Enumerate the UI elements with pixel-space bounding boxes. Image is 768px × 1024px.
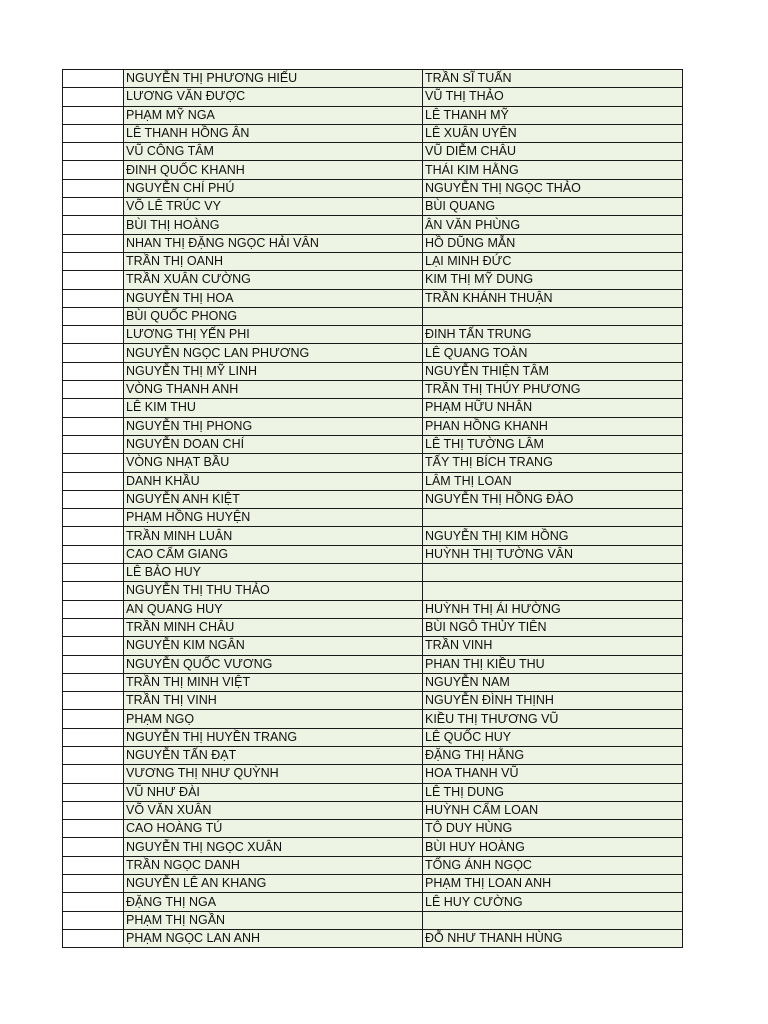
row-index-cell[interactable] bbox=[63, 381, 124, 399]
name-cell-right[interactable]: LÊ QUỐC HUY bbox=[423, 728, 683, 746]
name-cell-right[interactable]: KIỀU THỊ THƯƠNG VŨ bbox=[423, 710, 683, 728]
name-cell-right[interactable]: PHAN HỒNG KHANH bbox=[423, 417, 683, 435]
name-cell-left[interactable]: TRẦN THỊ MINH VIỆT bbox=[124, 673, 423, 691]
row-index-cell[interactable] bbox=[63, 307, 124, 325]
table-row bbox=[63, 655, 683, 673]
row-index-cell[interactable] bbox=[63, 216, 124, 234]
table-row bbox=[63, 454, 683, 472]
row-index-cell[interactable] bbox=[63, 746, 124, 764]
table-row bbox=[63, 600, 683, 618]
row-index-cell[interactable] bbox=[63, 399, 124, 417]
row-index-cell[interactable] bbox=[63, 801, 124, 819]
name-cell-right[interactable]: PHAN THỊ KIỀU THU bbox=[423, 655, 683, 673]
name-cell-left[interactable]: VÕ LÊ TRÚC VY bbox=[124, 198, 423, 216]
row-index-cell[interactable] bbox=[63, 198, 124, 216]
row-index-cell[interactable] bbox=[63, 88, 124, 106]
table-row bbox=[63, 893, 683, 911]
name-cell-left[interactable]: DANH KHẦU bbox=[124, 472, 423, 490]
name-cell-right[interactable]: VŨ THỊ THẢO bbox=[423, 88, 683, 106]
table-row bbox=[63, 728, 683, 746]
name-cell-left[interactable]: ĐINH QUỐC KHANH bbox=[124, 161, 423, 179]
name-cell-right[interactable]: PHẠM THỊ LOAN ANH bbox=[423, 875, 683, 893]
row-index-cell[interactable] bbox=[63, 783, 124, 801]
row-index-cell[interactable] bbox=[63, 637, 124, 655]
name-cell-left[interactable]: NHAN THỊ ĐẶNG NGỌC HẢI VÂN bbox=[124, 234, 423, 252]
name-cell-right[interactable]: BÙI NGÔ THỦY TIÊN bbox=[423, 618, 683, 636]
name-cell-left[interactable]: TRẦN MINH CHÂU bbox=[124, 618, 423, 636]
row-index-cell[interactable] bbox=[63, 362, 124, 380]
name-cell-left[interactable]: NGUYỄN THỊ THU THẢO bbox=[124, 582, 423, 600]
name-cell-left[interactable]: TRẦN NGỌC DANH bbox=[124, 856, 423, 874]
table-row bbox=[63, 820, 683, 838]
table-row bbox=[63, 929, 683, 947]
name-cell-right[interactable]: BÙI QUANG bbox=[423, 198, 683, 216]
table-row bbox=[63, 618, 683, 636]
row-index-cell[interactable] bbox=[63, 618, 124, 636]
table-row bbox=[63, 673, 683, 691]
name-cell-right[interactable]: PHẠM HỮU NHÂN bbox=[423, 399, 683, 417]
row-index-cell[interactable] bbox=[63, 289, 124, 307]
name-cell-left[interactable]: NGUYỄN THỊ MỸ LINH bbox=[124, 362, 423, 380]
row-index-cell[interactable] bbox=[63, 600, 124, 618]
table-row bbox=[63, 88, 683, 106]
name-cell-right[interactable]: LÊ QUANG TOÀN bbox=[423, 344, 683, 362]
name-cell-left[interactable]: CAO CẨM GIANG bbox=[124, 545, 423, 563]
name-cell-left[interactable]: TRẦN XUÂN CƯỜNG bbox=[124, 271, 423, 289]
name-cell-right[interactable]: HUỲNH CẨM LOAN bbox=[423, 801, 683, 819]
name-cell-left[interactable]: LÊ BẢO HUY bbox=[124, 564, 423, 582]
row-index-cell[interactable] bbox=[63, 454, 124, 472]
row-index-cell[interactable] bbox=[63, 435, 124, 453]
row-index-cell[interactable] bbox=[63, 655, 124, 673]
row-index-cell[interactable] bbox=[63, 673, 124, 691]
table-row bbox=[63, 875, 683, 893]
name-cell-left[interactable]: TRẦN THỊ VINH bbox=[124, 692, 423, 710]
name-cell-left[interactable]: TRẦN MINH LUÂN bbox=[124, 527, 423, 545]
name-cell-right[interactable]: NGUYỄN THIỆN TÂM bbox=[423, 362, 683, 380]
row-index-cell[interactable] bbox=[63, 252, 124, 270]
name-cell-left[interactable]: NGUYỄN ANH KIỆT bbox=[124, 490, 423, 508]
name-cell-right[interactable]: ĐẶNG THỊ HẰNG bbox=[423, 746, 683, 764]
row-index-cell[interactable] bbox=[63, 838, 124, 856]
name-cell-left[interactable]: TRẦN THỊ OANH bbox=[124, 252, 423, 270]
name-cell-right[interactable]: LÊ THỊ DUNG bbox=[423, 783, 683, 801]
name-cell-left[interactable]: VÕ VĂN XUÂN bbox=[124, 801, 423, 819]
table-row bbox=[63, 582, 683, 600]
name-cell-left[interactable]: NGUYỄN LÊ AN KHANG bbox=[124, 875, 423, 893]
row-index-cell[interactable] bbox=[63, 234, 124, 252]
name-cell-right[interactable] bbox=[423, 307, 683, 325]
table-row bbox=[63, 637, 683, 655]
table-row bbox=[63, 106, 683, 124]
name-cell-left[interactable]: NGUYỄN DOAN CHÍ bbox=[124, 435, 423, 453]
table-row bbox=[63, 252, 683, 270]
name-cell-left[interactable]: PHẠM MỸ NGA bbox=[124, 106, 423, 124]
row-index-cell[interactable] bbox=[63, 728, 124, 746]
name-cell-right[interactable]: VŨ DIỄM CHÂU bbox=[423, 143, 683, 161]
row-index-cell[interactable] bbox=[63, 893, 124, 911]
name-cell-right[interactable]: TRẦN VINH bbox=[423, 637, 683, 655]
name-cell-right[interactable]: ÂN VĂN PHÙNG bbox=[423, 216, 683, 234]
row-index-cell[interactable] bbox=[63, 527, 124, 545]
table-row bbox=[63, 692, 683, 710]
name-cell-left[interactable]: NGUYỄN THỊ PHONG bbox=[124, 417, 423, 435]
name-cell-right[interactable]: NGUYỄN ĐÌNH THỊNH bbox=[423, 692, 683, 710]
table-row bbox=[63, 856, 683, 874]
name-cell-right[interactable]: TỐNG ÁNH NGỌC bbox=[423, 856, 683, 874]
table-row bbox=[63, 326, 683, 344]
name-cell-left[interactable]: LÊ THANH HỒNG ÂN bbox=[124, 124, 423, 142]
name-cell-right[interactable]: HUỲNH THỊ ÁI HƯỜNG bbox=[423, 600, 683, 618]
name-cell-right[interactable]: NGUYỄN THỊ HỒNG ĐÀO bbox=[423, 490, 683, 508]
name-cell-left[interactable]: NGUYỄN NGỌC LAN PHƯƠNG bbox=[124, 344, 423, 362]
name-cell-right[interactable]: ĐINH TẤN TRUNG bbox=[423, 326, 683, 344]
row-index-cell[interactable] bbox=[63, 765, 124, 783]
name-cell-left[interactable]: BÙI QUỐC PHONG bbox=[124, 307, 423, 325]
table-row bbox=[63, 564, 683, 582]
name-cell-left[interactable]: VŨ CÔNG TÂM bbox=[124, 143, 423, 161]
name-cell-left[interactable]: PHẠM NGỌ bbox=[124, 710, 423, 728]
table-row bbox=[63, 490, 683, 508]
row-index-cell[interactable] bbox=[63, 70, 124, 88]
name-cell-left[interactable]: LƯƠNG THỊ YẾN PHI bbox=[124, 326, 423, 344]
name-cell-left[interactable]: ĐẶNG THỊ NGA bbox=[124, 893, 423, 911]
name-cell-right[interactable]: LẠI MINH ĐỨC bbox=[423, 252, 683, 270]
name-cell-right[interactable] bbox=[423, 582, 683, 600]
name-cell-right[interactable] bbox=[423, 564, 683, 582]
table-row bbox=[63, 472, 683, 490]
name-cell-right[interactable]: TRẦN SĨ TUẤN bbox=[423, 70, 683, 88]
row-index-cell[interactable] bbox=[63, 161, 124, 179]
table-row bbox=[63, 509, 683, 527]
row-index-cell[interactable] bbox=[63, 820, 124, 838]
table-row bbox=[63, 746, 683, 764]
table-row bbox=[63, 307, 683, 325]
name-cell-right[interactable]: ĐỖ NHƯ THANH HÙNG bbox=[423, 929, 683, 947]
name-cell-left[interactable]: NGUYỄN QUỐC VƯƠNG bbox=[124, 655, 423, 673]
name-cell-right[interactable]: LÊ HUY CƯỜNG bbox=[423, 893, 683, 911]
name-cell-left[interactable]: VŨ NHƯ ĐÀI bbox=[124, 783, 423, 801]
row-index-cell[interactable] bbox=[63, 710, 124, 728]
name-cell-left[interactable]: VÒNG THANH ANH bbox=[124, 381, 423, 399]
name-cell-right[interactable] bbox=[423, 509, 683, 527]
table-row bbox=[63, 911, 683, 929]
name-cell-left[interactable]: PHẠM NGỌC LAN ANH bbox=[124, 929, 423, 947]
name-cell-left[interactable]: NGUYỄN THỊ HOA bbox=[124, 289, 423, 307]
row-index-cell[interactable] bbox=[63, 929, 124, 947]
table-row bbox=[63, 399, 683, 417]
row-index-cell[interactable] bbox=[63, 143, 124, 161]
name-cell-left[interactable]: NGUYỄN THỊ PHƯƠNG HIẾU bbox=[124, 70, 423, 88]
table-row bbox=[63, 179, 683, 197]
row-index-cell[interactable] bbox=[63, 326, 124, 344]
row-index-cell[interactable] bbox=[63, 911, 124, 929]
name-cell-right[interactable]: BÙI HUY HOÀNG bbox=[423, 838, 683, 856]
name-cell-left[interactable]: PHẠM THỊ NGẦN bbox=[124, 911, 423, 929]
name-cell-right[interactable]: NGUYỄN NAM bbox=[423, 673, 683, 691]
name-cell-left[interactable]: CAO HOÀNG TÚ bbox=[124, 820, 423, 838]
name-cell-left[interactable]: NGUYỄN THỊ HUYỀN TRANG bbox=[124, 728, 423, 746]
name-cell-right[interactable]: NGUYỄN THỊ NGỌC THẢO bbox=[423, 179, 683, 197]
table-row bbox=[63, 545, 683, 563]
table-row bbox=[63, 801, 683, 819]
name-cell-right[interactable] bbox=[423, 911, 683, 929]
row-index-cell[interactable] bbox=[63, 875, 124, 893]
table-row bbox=[63, 198, 683, 216]
name-table-body bbox=[63, 70, 683, 948]
table-row bbox=[63, 70, 683, 88]
table-row bbox=[63, 362, 683, 380]
table-row bbox=[63, 838, 683, 856]
name-cell-right[interactable]: LÊ THỊ TƯỜNG LÂM bbox=[423, 435, 683, 453]
table-row bbox=[63, 289, 683, 307]
table-row bbox=[63, 234, 683, 252]
name-cell-right[interactable]: LÊ THANH MỸ bbox=[423, 106, 683, 124]
name-table bbox=[62, 69, 683, 948]
table-row bbox=[63, 710, 683, 728]
row-index-cell[interactable] bbox=[63, 417, 124, 435]
name-cell-left[interactable]: VƯƠNG THỊ NHƯ QUỲNH bbox=[124, 765, 423, 783]
name-cell-left[interactable]: NGUYỄN CHÍ PHÚ bbox=[124, 179, 423, 197]
name-cell-right[interactable]: HUỲNH THỊ TƯỜNG VÂN bbox=[423, 545, 683, 563]
name-cell-right[interactable]: TÔ DUY HÙNG bbox=[423, 820, 683, 838]
table-row bbox=[63, 527, 683, 545]
row-index-cell[interactable] bbox=[63, 490, 124, 508]
name-cell-left[interactable]: AN QUANG HUY bbox=[124, 600, 423, 618]
row-index-cell[interactable] bbox=[63, 106, 124, 124]
name-cell-right[interactable]: KIM THỊ MỸ DUNG bbox=[423, 271, 683, 289]
row-index-cell[interactable] bbox=[63, 472, 124, 490]
name-cell-right[interactable]: NGUYỄN THỊ KIM HỒNG bbox=[423, 527, 683, 545]
name-cell-right[interactable]: THÁI KIM HẰNG bbox=[423, 161, 683, 179]
row-index-cell[interactable] bbox=[63, 179, 124, 197]
name-cell-right[interactable]: LÂM THỊ LOAN bbox=[423, 472, 683, 490]
table-row bbox=[63, 216, 683, 234]
table-row bbox=[63, 417, 683, 435]
table-row bbox=[63, 765, 683, 783]
row-index-cell[interactable] bbox=[63, 856, 124, 874]
name-cell-right[interactable]: HỒ DŨNG MẪN bbox=[423, 234, 683, 252]
name-cell-left[interactable]: NGUYỄN KIM NGÂN bbox=[124, 637, 423, 655]
name-cell-right[interactable]: HOA THANH VŨ bbox=[423, 765, 683, 783]
row-index-cell[interactable] bbox=[63, 582, 124, 600]
table-row bbox=[63, 161, 683, 179]
row-index-cell[interactable] bbox=[63, 509, 124, 527]
name-cell-left[interactable]: PHẠM HỒNG HUYỆN bbox=[124, 509, 423, 527]
table-row bbox=[63, 435, 683, 453]
table-row bbox=[63, 271, 683, 289]
name-cell-right[interactable]: TRẦN THỊ THÚY PHƯƠNG bbox=[423, 381, 683, 399]
name-cell-right[interactable]: TRẦN KHÁNH THUẬN bbox=[423, 289, 683, 307]
name-cell-left[interactable]: VÒNG NHẠT BẦU bbox=[124, 454, 423, 472]
name-cell-right[interactable]: LÊ XUÂN UYÊN bbox=[423, 124, 683, 142]
table-row bbox=[63, 124, 683, 142]
table-row bbox=[63, 344, 683, 362]
row-index-cell[interactable] bbox=[63, 545, 124, 563]
row-index-cell[interactable] bbox=[63, 564, 124, 582]
name-cell-left[interactable]: NGUYỄN THỊ NGỌC XUÂN bbox=[124, 838, 423, 856]
row-index-cell[interactable] bbox=[63, 271, 124, 289]
name-cell-left[interactable]: LƯƠNG VĂN ĐƯỢC bbox=[124, 88, 423, 106]
name-cell-left[interactable]: BÙI THỊ HOÀNG bbox=[124, 216, 423, 234]
row-index-cell[interactable] bbox=[63, 344, 124, 362]
row-index-cell[interactable] bbox=[63, 124, 124, 142]
table-row bbox=[63, 783, 683, 801]
row-index-cell[interactable] bbox=[63, 692, 124, 710]
name-cell-left[interactable]: NGUYỄN TẤN ĐẠT bbox=[124, 746, 423, 764]
table-row bbox=[63, 381, 683, 399]
name-cell-right[interactable]: TẤY THỊ BÍCH TRANG bbox=[423, 454, 683, 472]
table-row bbox=[63, 143, 683, 161]
name-cell-left[interactable]: LÊ KIM THU bbox=[124, 399, 423, 417]
